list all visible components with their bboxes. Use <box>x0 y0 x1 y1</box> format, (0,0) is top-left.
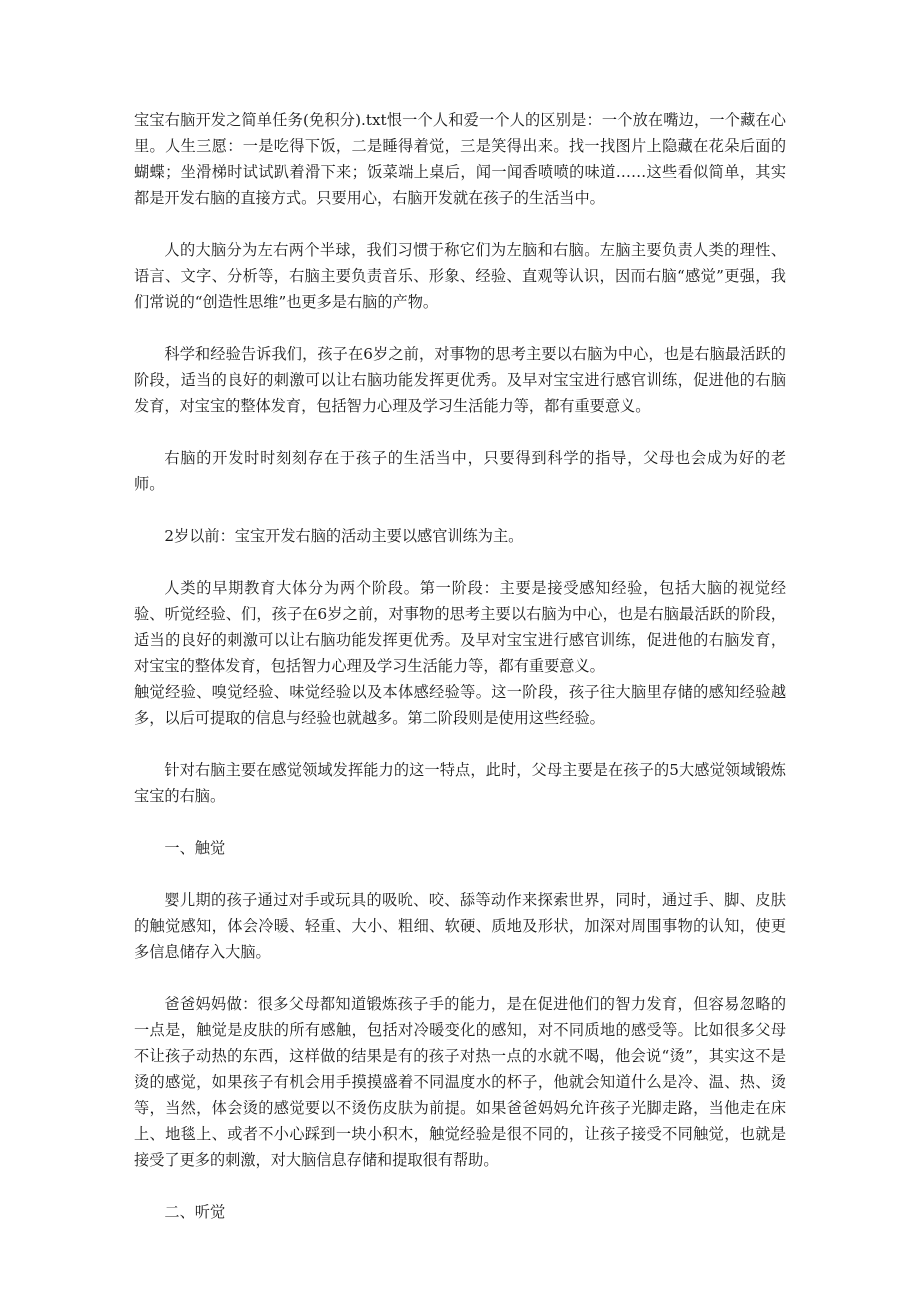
heading-touch: 一、触觉 <box>164 839 226 857</box>
heading-hearing: 二、听觉 <box>164 1203 226 1221</box>
paragraph-science-experience: 科学和经验告诉我们，孩子在6岁之前，对事物的思考主要以右脑为中心，也是右脑最活跃的阶段，适当的良好的刺激可以让右脑功能发挥更优秀。及早对宝宝进行感官训练，促进他的右脑发育，对宝宝的整体发育，包括智力心理及学习生活能力等，都有重要意义。 <box>134 345 786 415</box>
paragraph-before-two: 2岁以前：宝宝开发右脑的活动主要以感官训练为主。 <box>164 527 524 545</box>
paragraph-brain-hemispheres: 人的大脑分为左右两个半球，我们习惯于称它们为左脑和右脑。左脑主要负责人类的理性、语言、文字、分析等，右脑主要负责音乐、形象、经验、直观等认识，因而右脑“感觉”更强，我们常说的“创造性思维”也更多是右脑的产物。 <box>134 241 786 311</box>
paragraph-two-stages: 人类的早期教育大体分为两个阶段。第一阶段：主要是接受感知经验，包括大脑的视觉经验、听觉经验、们，孩子在6岁之前，对事物的思考主要以右脑为中心，也是右脑最活跃的阶段，适当的良好的刺激可以让右脑功能发挥更优秀。及早对宝宝进行感官训练，促进他的右脑发育，对宝宝的整体发育，包括智力心理及学习生活能力等，都有重要意义。 <box>134 579 786 675</box>
paragraph-infant-touch: 婴儿期的孩子通过对手或玩具的吸吮、咬、舔等动作来探索世界，同时，通过手、脚、皮肤的触觉感知，体会冷暖、轻重、大小、粗细、软硬、质地及形状，加深对周围事物的认知，使更多信息储存入大脑。 <box>134 891 786 961</box>
paragraph-intro: 宝宝右脑开发之简单任务(免积分).txt恨一个人和爱一个人的区别是：一个放在嘴边，一个藏在心里。人生三愿：一是吃得下饭，二是睡得着觉，三是笑得出来。找一找图片上隐藏在花朵后面的蝴蝶；坐滑梯时试试趴着滑下来；饭菜端上桌后，闻一闻香喷喷的味道……这些看似简单，其实都是开发右脑的直接方式。只要用心，右脑开发就在孩子的生活当中。 <box>134 111 786 207</box>
paragraph-daily-life: 右脑的开发时时刻刻存在于孩子的生活当中，只要得到科学的指导，父母也会成为好的老师。 <box>134 449 786 493</box>
paragraph-five-senses: 针对右脑主要在感觉领域发挥能力的这一特点，此时，父母主要是在孩子的5大感觉领域锻炼宝宝的右脑。 <box>134 761 786 805</box>
paragraph-stage-continuation: 触觉经验、嗅觉经验、味觉经验以及本体感经验等。这一阶段，孩子往大脑里存储的感知经验越多，以后可提取的信息与经验也就越多。第二阶段则是使用这些经验。 <box>134 683 786 727</box>
paragraph-parents-do: 爸爸妈妈做：很多父母都知道锻炼孩子手的能力，是在促进他们的智力发育，但容易忽略的一点是，触觉是皮肤的所有感触，包括对冷暖变化的感知，对不同质地的感受等。比如很多父母不让孩子动热的东西，这样做的结果是有的孩子对热一点的水就不喝，他会说“烫”，其实这不是烫的感觉，如果孩子有机会用手摸摸盛着不同温度水的杯子，他就会知道什么是冷、温、热、烫等，当然，体会烫的感觉要以不烫伤皮肤为前提。如果爸爸妈妈允许孩子光脚走路，当他走在床上、地毯上、或者不小心踩到一块小积木，触觉经验是很不同的，让孩子接受不同触觉，也就是接受了更多的刺激，对大脑信息存储和提取很有帮助。 <box>134 995 786 1169</box>
